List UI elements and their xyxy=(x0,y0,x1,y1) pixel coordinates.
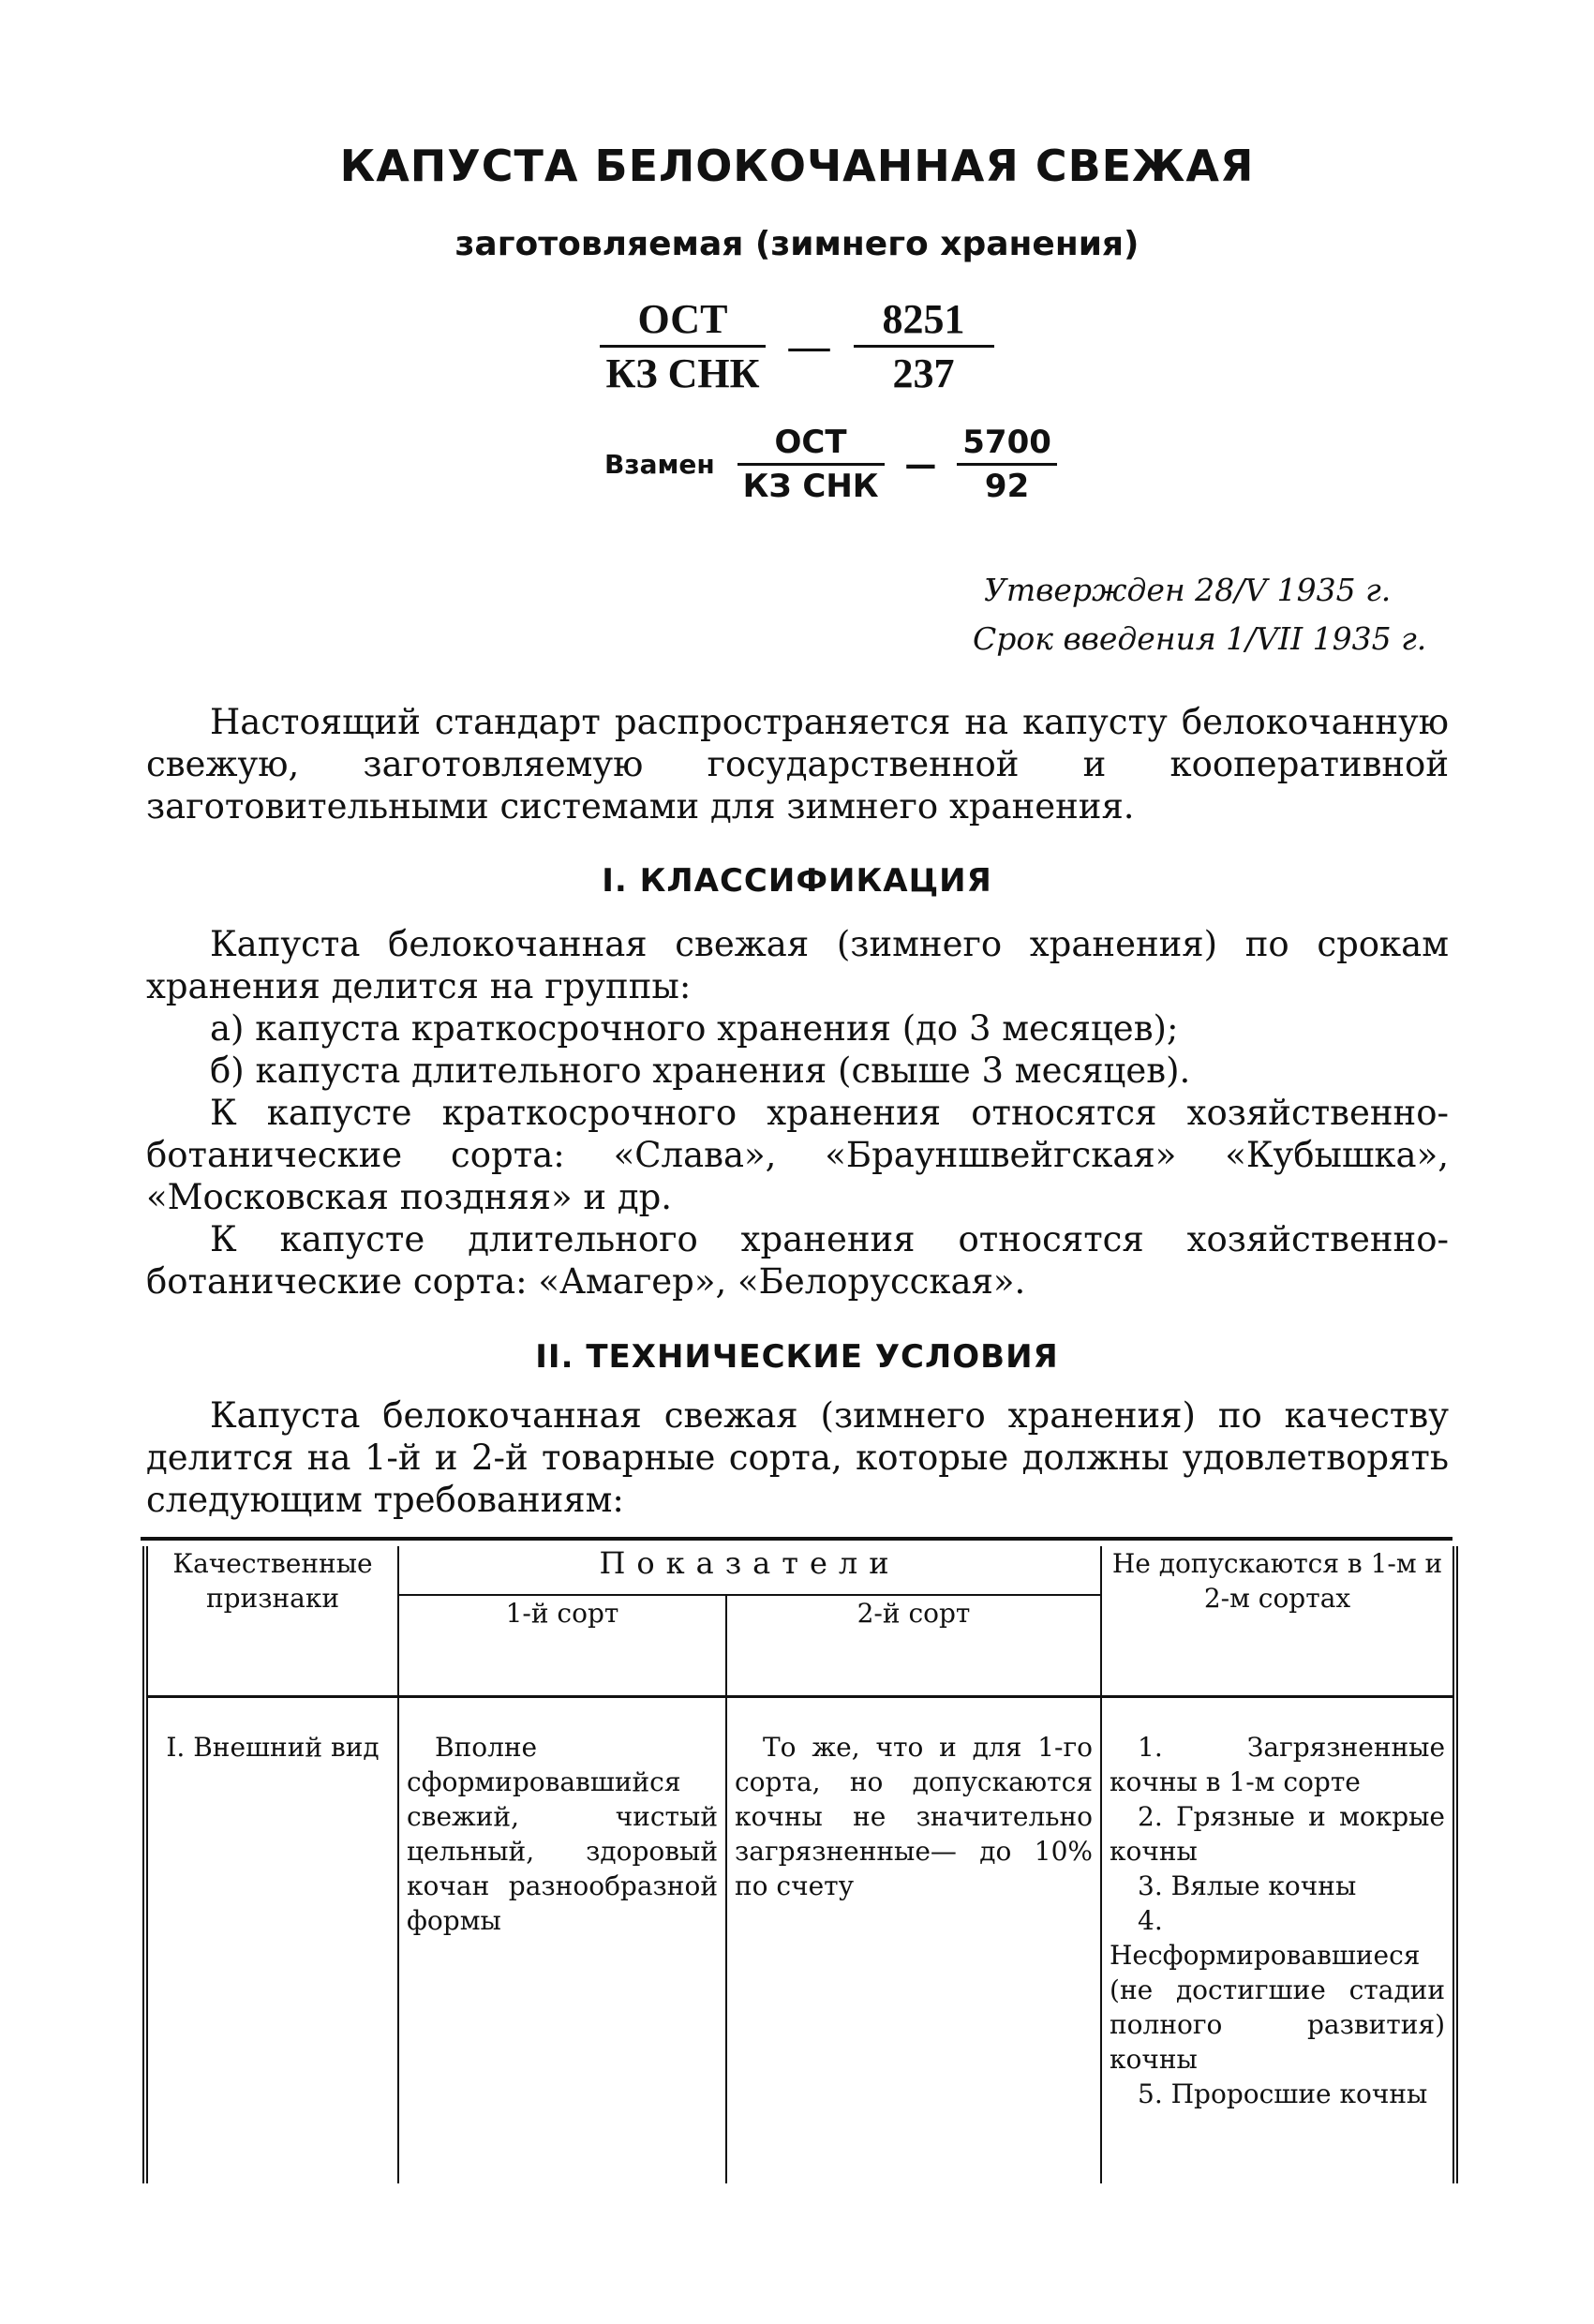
header-grade-2: 2-й сорт xyxy=(726,1595,1101,1696)
requirements-table xyxy=(142,1546,1458,2183)
intro-paragraph: Настоящий стандарт распространяется на капусту белокочанную свежую, заготовляемую государственной и кооперативной заготовительными системами для зимнего хранения. xyxy=(146,702,1449,827)
short-term-varieties: К капусте краткосрочного хранения относятся хозяйственно-ботанические сорта: «Слава», «Брауншвейгская» «Кубышка», «Московская поздняя» и др. xyxy=(146,1093,1449,1217)
header-features: Качественные признаки xyxy=(145,1546,398,1696)
table-row xyxy=(145,1696,1455,2183)
classification-body xyxy=(146,923,1449,1303)
cell-not-allowed xyxy=(1101,1696,1455,2183)
standard-number: $\frac{\text{ОСТ}}{\text{КЗ СНК}}$ — $\frac{8251}{237}$ xyxy=(0,295,1594,397)
technical-paragraph: Капуста белокочанная свежая (зимнего хранения) по качеству делится на 1-й и 2-й товарные сорта, которые должны удовлетворять следующим требованиям: xyxy=(146,1395,1449,1520)
cell-grade-2: То же, что и для 1-го сорта, но допускаются кочны не значительно загрязненные— до 10% по счету xyxy=(726,1696,1101,2183)
long-term-varieties: К капусте длительного хранения относятся хозяйственно-ботанические сорта: «Амагер», «Белорусская». xyxy=(146,1219,1449,1302)
section-heading-technical: II. ТЕХНИЧЕСКИЕ УСЛОВИЯ xyxy=(535,1338,1059,1376)
list-item: 4. Несформировавшиеся (не достигшие стадии полного развития) кочны xyxy=(1110,1904,1446,2075)
document-title: КАПУСТА БЕЛОКОЧАННАЯ СВЕЖАЯ xyxy=(339,141,1255,191)
header-grade-1: 1-й сорт xyxy=(398,1595,726,1696)
classification-paragraph: Капуста белокочанная свежая (зимнего хранения) по срокам хранения делится на группы: xyxy=(146,924,1449,1006)
approved-date: Утвержден 28/V 1935 г. xyxy=(984,572,1392,608)
list-item: 5. Проросшие кочны xyxy=(1138,2078,1428,2109)
standard-fraction-left: $\frac{\text{ОСТ}}{\text{КЗ СНК}}$ xyxy=(600,295,765,397)
header-indicators: Показатели xyxy=(398,1546,1101,1595)
section-heading-classification: I. КЛАССИФИКАЦИЯ xyxy=(602,862,992,900)
document-subtitle: заготовляемая (зимнего хранения) xyxy=(454,225,1140,263)
list-item: 1. Загрязненные кочны в 1-м сорте xyxy=(1110,1731,1446,1797)
replaces-standard: Взамен $\frac{\text{ОСТ}}{\text{КЗ СНК}}$ — $\frac{5700}{92}$ xyxy=(604,424,1057,505)
table-top-rule xyxy=(141,1537,1452,1541)
list-item: 3. Вялые кочны xyxy=(1138,1870,1357,1901)
list-item-a: а) капуста краткосрочного хранения (до 3 месяцев); xyxy=(210,1008,1179,1049)
replaces-fraction-left: $\frac{\text{ОСТ}}{\text{КЗ СНК}}$ xyxy=(737,424,885,505)
standard-fraction-right: $\frac{8251}{237}$ xyxy=(854,295,994,397)
replaces-fraction-right: $\frac{5700}{92}$ xyxy=(957,424,1057,505)
list-item: 2. Грязные и мокрые кочны xyxy=(1110,1800,1446,1867)
cell-feature: I. Внешний вид xyxy=(145,1696,398,2183)
header-not-allowed: Не допускаются в 1-м и 2-м сортах xyxy=(1101,1546,1455,1696)
cell-grade-1: Вполне сформировавшийся свежий, чистый цельный, здоровый кочан разнообразной формы xyxy=(398,1696,726,2183)
approval-block xyxy=(973,566,1427,663)
effective-date: Срок введения 1/VII 1935 г. xyxy=(973,620,1427,657)
list-item-b: б) капуста длительного хранения (свыше 3 месяцев). xyxy=(210,1050,1191,1091)
